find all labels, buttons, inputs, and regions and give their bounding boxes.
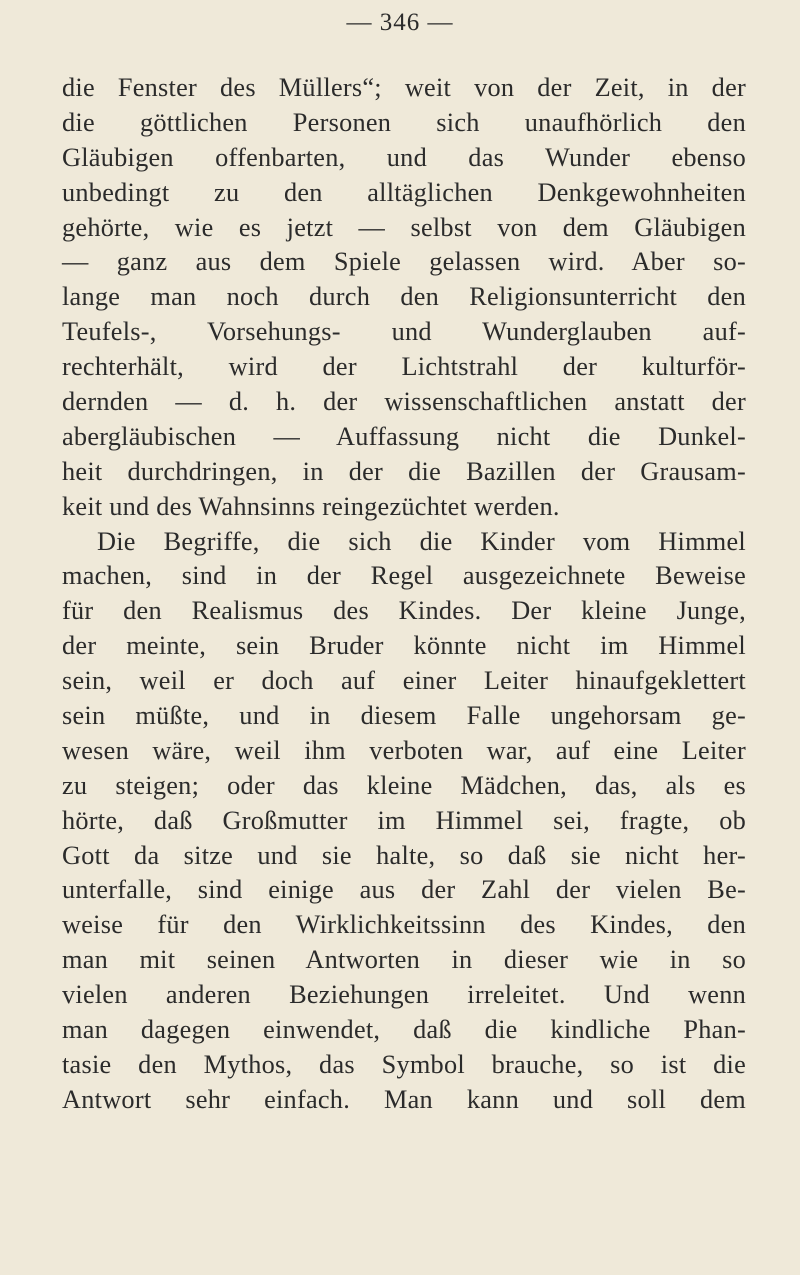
- text-line: Gott da sitze und sie halte, so daß sie nicht her-: [62, 840, 746, 870]
- text-line: dernden — d. h. der wissenschaftlichen anstatt der: [62, 387, 746, 417]
- paragraph: [62, 71, 746, 525]
- text-line: Teufels-, Vorsehungs- und Wunderglauben auf-: [62, 317, 746, 347]
- text-line: lange man noch durch den Religionsunterricht den: [62, 282, 746, 312]
- text-line: sein müßte, und in diesem Falle ungehorsam ge-: [62, 701, 746, 731]
- text-line: — ganz aus dem Spiele gelassen wird. Aber so-: [62, 247, 746, 277]
- text-line: der meinte, sein Bruder könnte nicht im Himmel: [62, 631, 746, 661]
- text-line: für den Realismus des Kindes. Der kleine Junge,: [62, 596, 746, 626]
- text-line: machen, sind in der Regel ausgezeichnete Beweise: [62, 561, 746, 591]
- text-line: hörte, daß Großmutter im Himmel sei, fragte, ob: [62, 805, 746, 835]
- text-line: tasie den Mythos, das Symbol brauche, so ist die: [62, 1049, 746, 1079]
- text-line: keit und des Wahnsinns reingezüchtet werden.: [62, 491, 560, 521]
- body-text: [62, 71, 746, 1118]
- text-line: man mit seinen Antworten in dieser wie in so: [62, 945, 746, 975]
- text-line: Die Begriffe, die sich die Kinder vom Himmel: [97, 526, 746, 556]
- text-line: zu steigen; oder das kleine Mädchen, das, als es: [62, 770, 746, 800]
- text-line: Gläubigen offenbarten, und das Wunder ebenso: [62, 142, 746, 172]
- text-line: man dagegen einwendet, daß die kindliche Phan-: [62, 1015, 746, 1045]
- text-line: abergläubischen — Auffassung nicht die Dunkel-: [62, 421, 746, 451]
- text-line: gehörte, wie es jetzt — selbst von dem Gläubigen: [62, 212, 746, 242]
- text-line: die Fenster des Müllers“; weit von der Zeit, in der: [62, 73, 746, 102]
- text-line: die göttlichen Personen sich unaufhörlich den: [62, 107, 746, 137]
- text-line: wesen wäre, weil ihm verboten war, auf eine Leiter: [62, 735, 746, 765]
- page-number: — 346 —: [346, 9, 454, 36]
- text-line: sein, weil er doch auf einer Leiter hinaufgeklettert: [62, 666, 746, 696]
- text-line: vielen anderen Beziehungen irreleitet. Und wenn: [62, 980, 746, 1010]
- text-line: unbedingt zu den alltäglichen Denkgewohnheiten: [62, 177, 746, 207]
- text-line: unterfalle, sind einige aus der Zahl der vielen Be-: [62, 875, 746, 905]
- text-line: rechterhält, wird der Lichtstrahl der kulturför-: [62, 352, 746, 382]
- text-line: weise für den Wirklichkeitssinn des Kindes, den: [62, 910, 746, 940]
- text-line: Antwort sehr einfach. Man kann und soll dem: [62, 1084, 746, 1114]
- text-line: heit durchdringen, in der die Bazillen der Grausam-: [62, 456, 746, 486]
- paragraph: [62, 525, 746, 1118]
